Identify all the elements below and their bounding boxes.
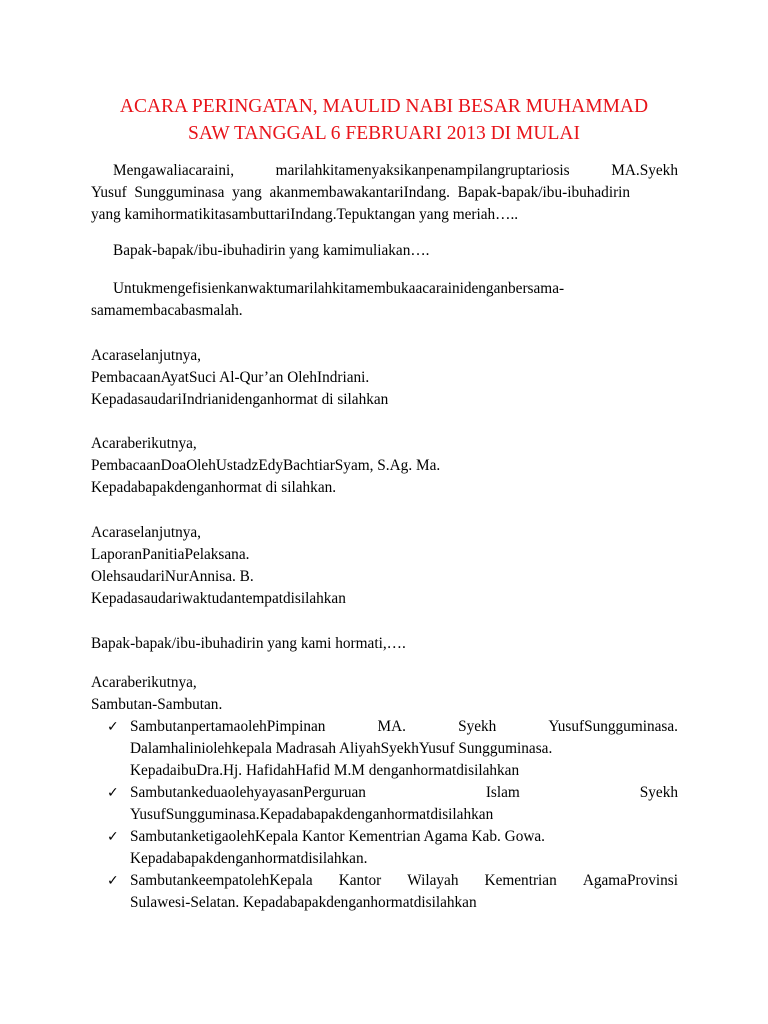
title-line-1: ACARA PERINGATAN, MAULID NABI BESAR MUHAMMAD <box>119 96 649 117</box>
title-line-2: SAW TANGGAL 6 FEBRUARI 2013 DI MULAI <box>188 123 580 144</box>
respect-paragraph: Bapak-bapak/ibu-ibuhadirin yang kami hormati,…. <box>91 635 406 652</box>
list-item: ✓ SambutankeempatolehKepala Kantor Wilayah Kementrian AgamaProvinsi Sulawesi-Selatan. Kepadabapakdenganhormatdisilahkan <box>107 872 678 911</box>
document-title <box>0 93 768 147</box>
opening-paragraph <box>91 160 678 226</box>
committee-report-block: Acaraselanjutnya, LaporanPanitiaPelaksana. OlehsaudariNurAnnisa. B. Kepadasaudariwaktudantempatdisilahkan <box>91 524 346 607</box>
basmalah-paragraph: Untukmengefisienkanwaktumarilahkitamembukaacarainidenganbersama- samamembacabasmalah. <box>91 280 565 319</box>
speeches-heading-block: Acaraberikutnya, Sambutan-Sambutan. <box>91 674 223 713</box>
list-item: ✓ SambutankeduaolehyayasanPerguruan Islam Syekh YusufSungguminasa.Kepadabapakdenganhormatdisilahkan <box>107 784 678 823</box>
quran-reading-block: Acaraselanjutnya, PembacaanAyatSuci Al-Qur’an OlehIndriani. KepadasaudariIndrianidenganhormat di silahkan <box>91 347 389 408</box>
opening-line-2: Yusuf Sungguminasa yang akanmembawakantariIndang. Bapak-bapak/ibu-ibuhadirin <box>91 184 631 201</box>
opening-line-1: Mengawaliacaraini, marilahkitamenyaksikanpenampilangruptariosis MA.Syekh <box>113 162 678 179</box>
checkmark-icon: ✓ <box>107 785 119 801</box>
checkmark-icon: ✓ <box>107 719 119 735</box>
checkmark-icon: ✓ <box>107 829 119 845</box>
prayer-block: Acaraberikutnya, PembacaanDoaOlehUstadzEdyBachtiarSyam, S.Ag. Ma. Kepadabapakdenganhormat di silahkan. <box>91 435 441 496</box>
speeches-list <box>91 716 678 914</box>
list-item: ✓ SambutanketigaolehKepala Kantor Kementrian Agama Kab. Gowa. Kepadabapakdenganhormatdisilahkan. <box>107 828 546 867</box>
list-item: ✓ SambutanpertamaolehPimpinan MA. Syekh YusufSungguminasa. Dalamhaliniolehkepala Madrasah AliyahSyekhYusuf Sungguminasa. KepadaibuDra.Hj. HafidahHafid M.M denganhormatdisilahkan <box>107 718 678 779</box>
checkmark-icon: ✓ <box>107 873 119 889</box>
greeting-paragraph: Bapak-bapak/ibu-ibuhadirin yang kamimuliakan…. <box>113 242 430 259</box>
opening-line-3: yang kamihormatikitasambuttariIndang.Tepuktangan yang meriah….. <box>91 206 519 223</box>
